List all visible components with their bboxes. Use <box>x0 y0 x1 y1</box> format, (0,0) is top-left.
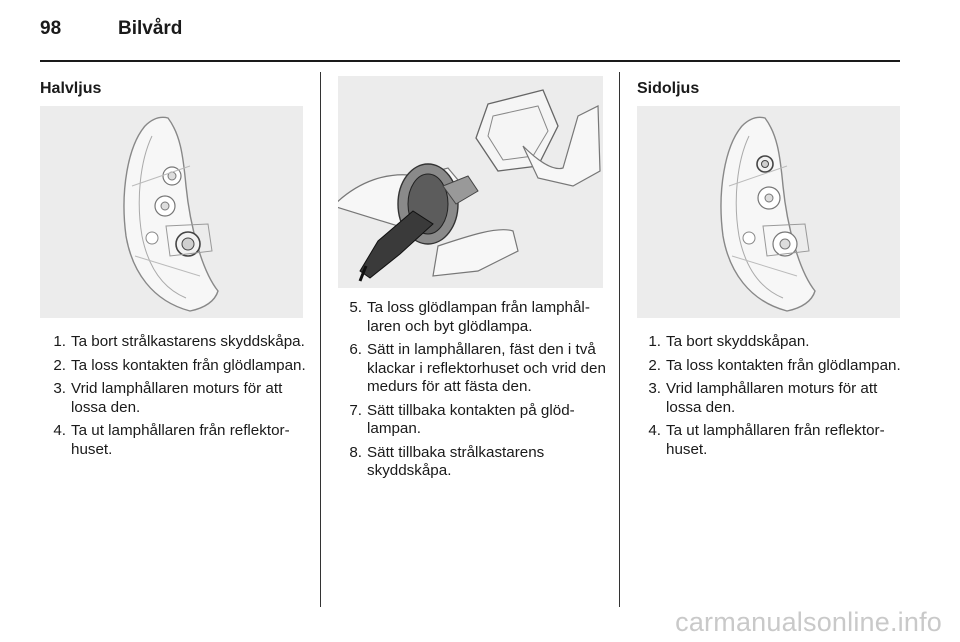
step-number: 6. <box>349 341 362 358</box>
bulb-removal-figure <box>338 76 603 288</box>
headlamp-rear-view-icon <box>637 106 900 318</box>
step-text: Ta loss kontakten från glödlampan. <box>666 356 901 374</box>
step-number: 5. <box>349 299 362 316</box>
step-number: 2. <box>53 356 66 374</box>
step-number: 4. <box>648 422 661 439</box>
headlamp-figure-1 <box>40 106 303 318</box>
step-item <box>340 402 606 439</box>
step-item <box>44 380 306 417</box>
step-item <box>44 422 306 459</box>
headlamp-rear-view-icon <box>40 106 303 318</box>
step-item <box>340 299 606 336</box>
step-text: Vrid lamphållaren moturs för att lossa den. <box>71 380 283 416</box>
column-divider-right <box>619 72 620 607</box>
step-text: Ta ut lamphållaren från reflektorhuset. <box>71 422 290 458</box>
step-number: 1. <box>53 333 66 350</box>
step-text: Sätt in lamphållaren, fäst den i två klackar i reflektorhuset och vrid den medurs för att fästa den. <box>367 341 606 395</box>
section-title-sidoljus: Sidoljus <box>637 80 700 97</box>
watermark: carmanualsonline.info <box>675 607 942 637</box>
step-number: 1. <box>648 333 661 350</box>
steps-list-halvljus <box>44 333 306 464</box>
step-text: Vrid lamphållaren moturs för att lossa den. <box>666 380 878 416</box>
step-text: Ta ut lamphållaren från reflektorhuset. <box>666 422 885 458</box>
step-number: 3. <box>648 380 661 397</box>
steps-list-continuation <box>340 299 606 486</box>
steps-list-sidoljus <box>639 333 901 464</box>
section-title-halvljus: Halvljus <box>40 80 102 97</box>
headlamp-figure-2 <box>637 106 900 318</box>
step-text: Ta loss glödlampan från lamphållaren och byt glödlampa. <box>367 299 590 335</box>
step-item <box>639 422 901 459</box>
step-text: Ta bort strålkastarens skyddskåpa. <box>71 333 305 350</box>
step-item <box>44 333 306 352</box>
header-rule <box>40 60 900 62</box>
step-number: 8. <box>349 443 362 461</box>
step-text: Sätt tillbaka strålkastarens skyddskåpa. <box>367 443 545 479</box>
page-number: 98 <box>40 18 62 39</box>
running-title: Bilvård <box>118 18 183 39</box>
step-number: 4. <box>53 422 66 439</box>
step-text: Ta bort skyddskåpan. <box>666 333 810 350</box>
step-text: Ta loss kontakten från glödlampan. <box>71 356 306 374</box>
step-text: Sätt tillbaka kontakten på glödlampan. <box>367 401 575 437</box>
step-number: 3. <box>53 380 66 397</box>
step-item <box>639 333 901 352</box>
step-number: 2. <box>648 356 661 374</box>
step-item <box>340 444 606 481</box>
step-number: 7. <box>349 401 362 419</box>
step-item <box>44 357 306 376</box>
bulb-and-hand-icon <box>338 76 603 288</box>
column-divider-left <box>320 72 321 607</box>
step-item <box>340 341 606 397</box>
step-item <box>639 380 901 417</box>
step-item <box>639 357 901 376</box>
